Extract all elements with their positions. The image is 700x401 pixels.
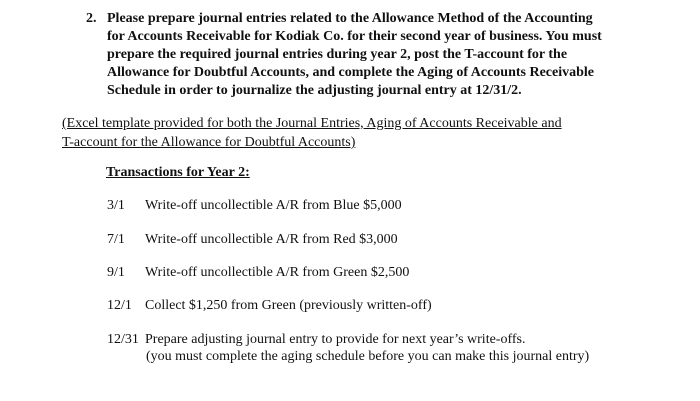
transaction-text: Write-off uncollectible A/R from Blue $5,000 [145,198,402,213]
transaction-date: 7/1 [107,232,125,247]
transaction-row [107,297,432,315]
transaction-row [107,197,402,215]
transaction-date: 9/1 [107,265,125,280]
transaction-text: Write-off uncollectible A/R from Green $2,500 [145,265,410,280]
question-line: Schedule in order to journalize the adjusting journal entry at 12/31/2. [107,83,522,98]
excel-template-note [62,114,562,152]
note-line: (Excel template provided for both the Journal Entries, Aging of Accounts Receivable and [62,116,562,131]
question-number: 2. [86,11,97,26]
transaction-text: Collect $1,250 from Green (previously written-off) [145,298,432,313]
question-line: Allowance for Doubtful Accounts, and complete the Aging of Accounts Receivable [107,65,594,80]
question-line: for Accounts Receivable for Kodiak Co. for their second year of business. You must [107,29,602,44]
question-text [107,10,647,100]
transaction-row [107,331,525,349]
transaction-date: 12/31 [107,332,139,347]
transaction-subtext: (you must complete the aging schedule before you can make this journal entry) [146,349,590,364]
transactions-heading: Transactions for Year 2: [106,165,250,180]
transaction-row [107,231,398,249]
question-line: prepare the required journal entries during year 2, post the T-account for the [107,47,568,62]
transaction-date: 3/1 [107,198,125,213]
note-line: T-account for the Allowance for Doubtful Accounts) [62,135,356,150]
transaction-text: Write-off uncollectible A/R from Red $3,000 [145,232,398,247]
transaction-text: Prepare adjusting journal entry to provide for next year’s write-offs. [145,332,526,347]
transaction-date: 12/1 [107,298,132,313]
question-line: Please prepare journal entries related to the Allowance Method of the Accounting [107,11,593,26]
transaction-row [107,264,409,282]
